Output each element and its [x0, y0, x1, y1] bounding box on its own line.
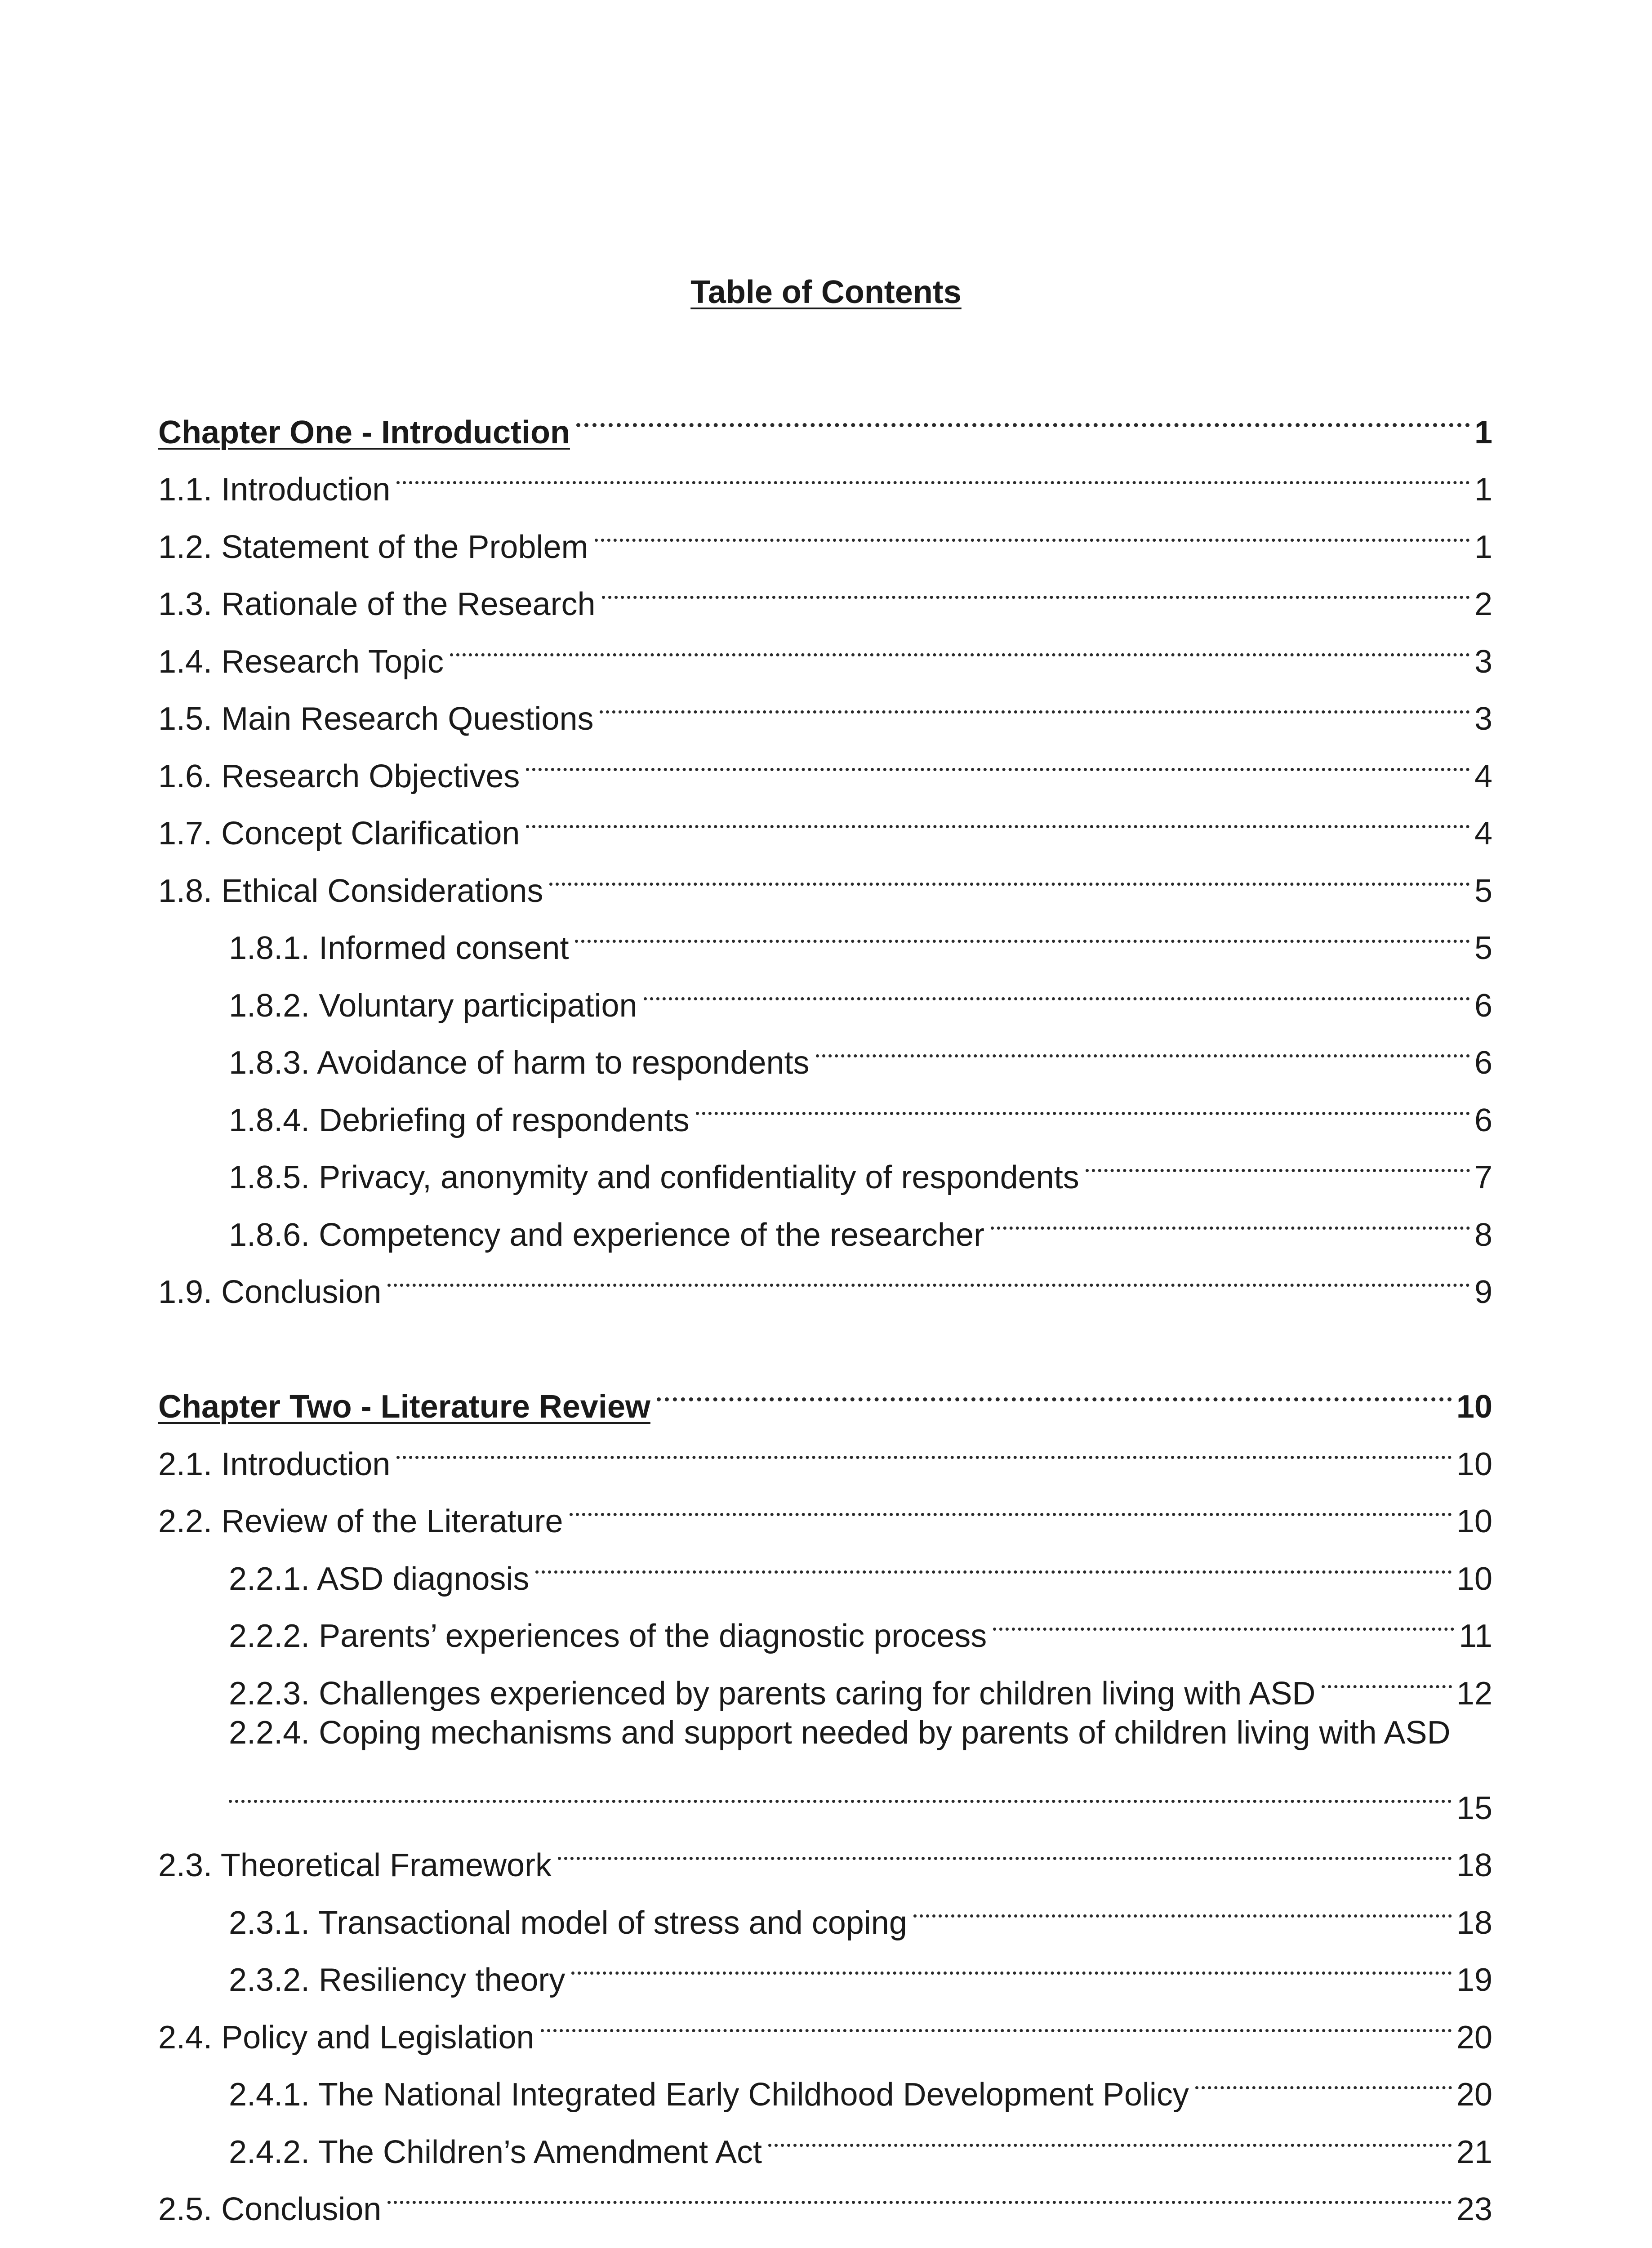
- toc-entry-label: Chapter Two - Literature Review: [158, 1389, 650, 1425]
- dot-leader: [526, 787, 1470, 845]
- toc-entry-label: 1.8.5. Privacy, anonymity and confidentiality of respondents: [229, 1160, 1079, 1195]
- toc-entry-label: 1.8.2. Voluntary participation: [229, 987, 637, 1024]
- dot-leader: [541, 1991, 1452, 2048]
- toc-page-number: 8: [1474, 1217, 1492, 1253]
- toc-entry-label: 2.4.2. The Children’s Amendment Act: [229, 2134, 762, 2170]
- dot-leader: [816, 1017, 1470, 1074]
- dot-leader: [991, 1188, 1470, 1246]
- toc-page-number: 21: [1456, 2134, 1492, 2170]
- toc-entry-label: 2.2.4. Coping mechanisms and support needed by parents of children living with ASD: [229, 1714, 1451, 1751]
- dot-leader: [1086, 1131, 1470, 1189]
- toc-page-number: 6: [1474, 987, 1492, 1024]
- dot-leader: [576, 386, 1470, 443]
- toc-page-number: 10: [1456, 1503, 1492, 1539]
- toc-entry[interactable]: [158, 1819, 1492, 1883]
- toc-title-text: Table of Contents: [690, 274, 962, 310]
- toc-entry-label: 2.2.1. ASD diagnosis: [229, 1561, 530, 1597]
- toc-page-number: 20: [1456, 2077, 1492, 2113]
- toc-entry-label: 2.3.1. Transactional model of stress and coping: [229, 1905, 907, 1941]
- dot-leader: [657, 1360, 1452, 1418]
- toc-page-number: 19: [1456, 1962, 1492, 1998]
- toc-entry-label: 2.3. Theoretical Framework: [158, 1847, 552, 1883]
- toc-page-number: 10: [1456, 1389, 1492, 1425]
- toc-entry-label: 1.8.3. Avoidance of harm to respondents: [229, 1045, 810, 1081]
- toc-page-number: 15: [1456, 1790, 1492, 1826]
- toc-page-number: 20: [1456, 2019, 1492, 2056]
- table-of-contents: [158, 386, 1492, 2227]
- toc-page-number: 1: [1474, 414, 1492, 450]
- dot-leader: [768, 2105, 1452, 2163]
- dot-leader: [558, 1819, 1452, 1877]
- toc-page-number: 4: [1474, 758, 1492, 794]
- toc-entry-label: 1.7. Concept Clarification: [158, 816, 520, 852]
- dot-leader: [387, 2163, 1452, 2221]
- dot-leader: [913, 1876, 1452, 1934]
- dot-leader: [570, 1475, 1452, 1533]
- toc-entry-label: 2.5. Conclusion: [158, 2191, 382, 2227]
- toc-page-number: 10: [1456, 1446, 1492, 1482]
- dot-leader: [229, 1762, 1452, 1819]
- dot-leader: [571, 1934, 1452, 1991]
- dot-leader: [549, 844, 1469, 902]
- toc-entry-label: 1.2. Statement of the Problem: [158, 529, 588, 565]
- toc-entry-label: 1.8. Ethical Considerations: [158, 873, 543, 909]
- toc-title: [0, 270, 1652, 315]
- dot-leader: [696, 1074, 1470, 1131]
- toc-page-number: 11: [1459, 1618, 1492, 1654]
- dot-leader: [1322, 1647, 1452, 1704]
- toc-entry-label: 1.3. Rationale of the Research: [158, 586, 596, 622]
- toc-page-number: 6: [1474, 1102, 1492, 1138]
- toc-page-number: 4: [1474, 816, 1492, 852]
- toc-page-number: 1: [1474, 472, 1492, 508]
- dot-leader: [535, 1532, 1452, 1590]
- toc-entry-label: 1.9. Conclusion: [158, 1274, 382, 1310]
- dot-leader: [602, 558, 1470, 616]
- dot-leader: [526, 730, 1470, 787]
- dot-leader: [396, 1418, 1452, 1475]
- toc-entry-label: 1.4. Research Topic: [158, 643, 444, 680]
- dot-leader: [993, 1590, 1454, 1647]
- toc-chapter-heading[interactable]: [158, 1360, 1492, 1425]
- toc-page-number: 7: [1474, 1160, 1492, 1195]
- toc-entry-label: 1.8.4. Debriefing of respondents: [229, 1102, 690, 1138]
- dot-leader: [595, 500, 1470, 558]
- toc-page-number: 3: [1474, 701, 1492, 737]
- toc-page-number: 9: [1474, 1274, 1492, 1310]
- toc-chapter-heading[interactable]: [158, 386, 1492, 450]
- toc-entry-label: 2.4.1. The National Integrated Early Childhood Development Policy: [229, 2077, 1189, 2113]
- dot-leader: [575, 902, 1469, 959]
- toc-page-number: 10: [1456, 1561, 1492, 1597]
- toc-page-number: 3: [1474, 643, 1492, 680]
- toc-page-number: 1: [1474, 529, 1492, 565]
- toc-page-number: 5: [1474, 873, 1492, 909]
- toc-page-number: 18: [1456, 1905, 1492, 1941]
- toc-entry-label: 1.6. Research Objectives: [158, 758, 520, 794]
- toc-entry-label: 2.2. Review of the Literature: [158, 1503, 563, 1539]
- toc-page-number: 18: [1456, 1847, 1492, 1883]
- toc-entry-label: 2.2.2. Parents’ experiences of the diagnostic process: [229, 1618, 987, 1654]
- toc-entry-label: 1.5. Main Research Questions: [158, 701, 594, 737]
- toc-entry-label: 2.3.2. Resiliency theory: [229, 1962, 566, 1998]
- toc-entry-label: 2.4. Policy and Legislation: [158, 2019, 534, 2056]
- dot-leader: [600, 673, 1469, 730]
- toc-entry-label: 1.8.1. Informed consent: [229, 930, 569, 966]
- dot-leader: [1195, 2048, 1452, 2106]
- toc-entry-label: 2.2.3. Challenges experienced by parents caring for children living with ASD: [229, 1675, 1316, 1712]
- toc-subentry-continuation[interactable]: [158, 1762, 1492, 1826]
- toc-page-number: 6: [1474, 1045, 1492, 1081]
- toc-entry-label: Chapter One - Introduction: [158, 414, 570, 450]
- toc-entry-label: 2.1. Introduction: [158, 1446, 391, 1482]
- dot-leader: [450, 615, 1470, 673]
- toc-page-number: 2: [1474, 586, 1492, 622]
- dot-leader: [396, 443, 1470, 501]
- toc-page-number: 23: [1456, 2191, 1492, 2227]
- dot-leader: [387, 1246, 1470, 1303]
- toc-page-number: 12: [1456, 1675, 1492, 1712]
- toc-entry-label: 1.1. Introduction: [158, 472, 391, 508]
- toc-page-number: 5: [1474, 930, 1492, 966]
- toc-entry-label: 1.8.6. Competency and experience of the researcher: [229, 1217, 984, 1253]
- dot-leader: [644, 959, 1470, 1017]
- toc-subentry-wrapped[interactable]: [158, 1704, 1492, 1762]
